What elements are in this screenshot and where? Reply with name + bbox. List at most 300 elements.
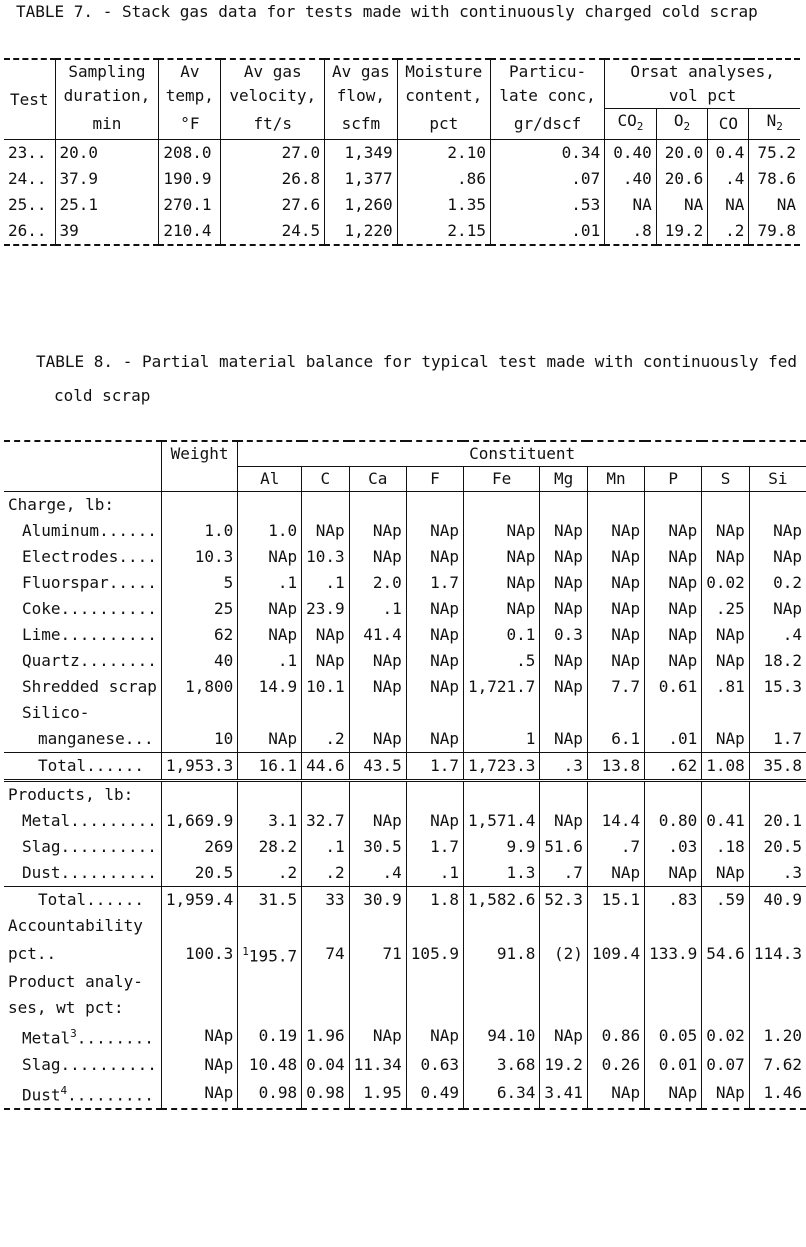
value-cell xyxy=(645,492,702,519)
value-cell xyxy=(540,492,588,519)
value-cell: 20.1 xyxy=(749,808,806,834)
value-cell: .25 xyxy=(702,596,750,622)
cell-n2: 78.6 xyxy=(749,166,800,192)
value-cell xyxy=(302,700,350,726)
value-cell: NAp xyxy=(702,860,750,887)
weight-cell: NAp xyxy=(161,1021,237,1051)
value-cell: NAp xyxy=(349,648,406,674)
cell-part: 0.34 xyxy=(490,140,604,167)
cell-temp: 210.4 xyxy=(159,218,221,245)
value-cell xyxy=(349,781,406,809)
value-cell xyxy=(463,700,539,726)
header-flow: Av gas xyxy=(325,59,397,84)
value-cell: 11.34 xyxy=(349,1052,406,1078)
section-accountability xyxy=(4,913,806,939)
row-label: Aluminum...... xyxy=(22,521,157,540)
row-label: Shredded scrap xyxy=(22,677,157,696)
cell-co: .4 xyxy=(708,166,749,192)
cell-temp: 270.1 xyxy=(159,192,221,218)
value-cell xyxy=(406,995,463,1021)
table8-body xyxy=(4,492,806,1109)
value-cell xyxy=(238,700,302,726)
weight-cell: 40 xyxy=(161,648,237,674)
value-cell xyxy=(302,995,350,1021)
value-cell: 1,582.6 xyxy=(463,887,539,914)
value-cell: 109.4 xyxy=(587,939,644,969)
header-weight: Weight xyxy=(161,441,237,492)
value-cell: 1.8 xyxy=(406,887,463,914)
value-cell: 74 xyxy=(302,939,350,969)
row-label: Dust$^4$......... xyxy=(22,1083,154,1104)
weight-cell: 5 xyxy=(161,570,237,596)
value-cell: 14.4 xyxy=(587,808,644,834)
value-cell xyxy=(702,995,750,1021)
weight-cell: 100.3 xyxy=(161,939,237,969)
value-cell: 52.3 xyxy=(540,887,588,914)
value-cell: 33 xyxy=(302,887,350,914)
value-cell: NAp xyxy=(302,648,350,674)
header-avtemp-2: temp, xyxy=(159,84,221,109)
cell-moist: 2.15 xyxy=(397,218,490,245)
value-cell: 44.6 xyxy=(302,753,350,781)
value-cell: NAp xyxy=(540,674,588,700)
value-cell: NAp xyxy=(587,622,644,648)
value-cell: NAp xyxy=(238,622,302,648)
value-cell: 7.62 xyxy=(749,1052,806,1078)
value-cell: 0.80 xyxy=(645,808,702,834)
value-cell: NAp xyxy=(406,622,463,648)
table-row xyxy=(4,140,800,167)
value-cell xyxy=(749,969,806,995)
value-cell xyxy=(540,995,588,1021)
value-cell: 0.98 xyxy=(238,1078,302,1109)
value-cell: NAp xyxy=(463,518,539,544)
cell-n2: 79.8 xyxy=(749,218,800,245)
table-row xyxy=(4,648,806,674)
value-cell: 6.34 xyxy=(463,1078,539,1109)
value-cell: 13.8 xyxy=(587,753,644,781)
value-cell: 51.6 xyxy=(540,834,588,860)
header-particulate-2: late conc, xyxy=(490,84,604,109)
value-cell: NAp xyxy=(540,518,588,544)
cell-dur: 37.9 xyxy=(55,166,159,192)
test-id-cell: 26.. xyxy=(8,221,47,241)
header-particulate-3: gr/dscf xyxy=(490,109,604,140)
value-cell: .83 xyxy=(645,887,702,914)
table-row xyxy=(4,166,800,192)
value-cell: 15.3 xyxy=(749,674,806,700)
row-label: Quartz........ xyxy=(22,651,157,670)
product-total-row xyxy=(4,887,806,914)
value-cell: 6.1 xyxy=(587,726,644,753)
value-cell xyxy=(406,700,463,726)
row-label: Accountability xyxy=(8,916,143,935)
value-cell: 32.7 xyxy=(302,808,350,834)
value-cell: NAp xyxy=(540,1021,588,1051)
value-cell: 1.3 xyxy=(463,860,539,887)
cell-moist: 1.35 xyxy=(397,192,490,218)
co2-sub: 2 xyxy=(636,120,644,134)
cell-vel: 27.0 xyxy=(221,140,325,167)
value-cell: .03 xyxy=(645,834,702,860)
value-cell: .59 xyxy=(702,887,750,914)
value-cell: NAp xyxy=(645,622,702,648)
value-cell: .7 xyxy=(540,860,588,887)
header-col-c: C xyxy=(302,467,350,492)
header-moisture: Moisture xyxy=(397,59,490,84)
o2-sub: 2 xyxy=(683,120,691,134)
cell-o2: 19.2 xyxy=(656,218,708,245)
footnote-marker: 3 xyxy=(70,1027,77,1041)
value-cell xyxy=(238,913,302,939)
row-label: Dust.......... xyxy=(22,863,157,882)
value-cell: NAp xyxy=(587,570,644,596)
value-cell: 19.2 xyxy=(540,1052,588,1078)
value-cell xyxy=(238,492,302,519)
row-label: Total...... xyxy=(38,890,144,909)
value-cell: NAp xyxy=(702,648,750,674)
value-cell xyxy=(406,492,463,519)
value-cell xyxy=(302,781,350,809)
value-cell: NAp xyxy=(587,544,644,570)
value-cell xyxy=(645,781,702,809)
cell-moist: 2.10 xyxy=(397,140,490,167)
header-avtemp-3: °F xyxy=(159,109,221,140)
section-products xyxy=(4,781,806,809)
value-cell xyxy=(645,995,702,1021)
value-cell xyxy=(463,781,539,809)
value-cell: 3.41 xyxy=(540,1078,588,1109)
value-cell: NAp xyxy=(587,648,644,674)
cell-co: 0.4 xyxy=(708,140,749,167)
value-cell: NAp xyxy=(702,726,750,753)
value-cell xyxy=(749,700,806,726)
value-cell: 30.9 xyxy=(349,887,406,914)
row-label: Slag.......... xyxy=(22,837,157,856)
header-sampling-3: min xyxy=(55,109,159,140)
weight-cell: NAp xyxy=(161,1052,237,1078)
value-cell xyxy=(406,913,463,939)
row-label: Coke.......... xyxy=(22,599,157,618)
value-cell: 43.5 xyxy=(349,753,406,781)
header-co: CO xyxy=(708,109,749,140)
value-cell: NAp xyxy=(238,544,302,570)
value-cell: NAp xyxy=(645,518,702,544)
header-col-al: Al xyxy=(238,467,302,492)
value-cell: 133.9 xyxy=(645,939,702,969)
value-cell xyxy=(540,969,588,995)
value-cell: .1 xyxy=(238,570,302,596)
row-label: Metal$^3$........ xyxy=(22,1027,154,1048)
cell-co2: 0.40 xyxy=(605,140,657,167)
cell-vel: 26.8 xyxy=(221,166,325,192)
value-cell: 35.8 xyxy=(749,753,806,781)
n2-sub: 2 xyxy=(776,120,783,134)
value-cell: NAp xyxy=(406,544,463,570)
cell-co: .2 xyxy=(708,218,749,245)
value-cell: NAp xyxy=(540,544,588,570)
weight-cell: 1.0 xyxy=(161,518,237,544)
value-cell: .5 xyxy=(463,648,539,674)
value-cell xyxy=(349,700,406,726)
weight-cell: 20.5 xyxy=(161,860,237,887)
value-cell: $^1$195.7 xyxy=(238,939,302,969)
value-cell: NAp xyxy=(406,726,463,753)
value-cell xyxy=(238,969,302,995)
value-cell xyxy=(587,913,644,939)
value-cell: 30.5 xyxy=(349,834,406,860)
value-cell: 1.20 xyxy=(749,1021,806,1051)
value-cell: .1 xyxy=(302,834,350,860)
value-cell: 0.19 xyxy=(238,1021,302,1051)
value-cell xyxy=(463,492,539,519)
value-cell: 0.01 xyxy=(645,1052,702,1078)
header-col-fe: Fe xyxy=(463,467,539,492)
value-cell: NAp xyxy=(645,1078,702,1109)
value-cell: NAp xyxy=(349,808,406,834)
value-cell: 20.5 xyxy=(749,834,806,860)
table-row xyxy=(4,1021,806,1051)
value-cell xyxy=(749,492,806,519)
weight-cell xyxy=(161,781,237,809)
cell-dur: 39 xyxy=(55,218,159,245)
value-cell: NAp xyxy=(406,808,463,834)
table-row xyxy=(4,596,806,622)
value-cell: NAp xyxy=(349,674,406,700)
value-cell: 1.46 xyxy=(749,1078,806,1109)
value-cell: NAp xyxy=(238,726,302,753)
section-analyses xyxy=(4,969,806,995)
value-cell: 3.68 xyxy=(463,1052,539,1078)
value-cell: 94.10 xyxy=(463,1021,539,1051)
value-cell xyxy=(645,969,702,995)
value-cell: NAp xyxy=(540,648,588,674)
value-cell: 1.95 xyxy=(349,1078,406,1109)
cell-n2: 75.2 xyxy=(749,140,800,167)
header-velocity: Av gas xyxy=(221,59,325,84)
table8-header-row xyxy=(4,441,806,467)
value-cell: .3 xyxy=(749,860,806,887)
value-cell: 1.7 xyxy=(406,834,463,860)
cell-dur: 25.1 xyxy=(55,192,159,218)
value-cell xyxy=(463,995,539,1021)
header-col-s: S xyxy=(702,467,750,492)
value-cell: 0.05 xyxy=(645,1021,702,1051)
header-sampling-2: duration, xyxy=(55,84,159,109)
cell-co2: .8 xyxy=(605,218,657,245)
value-cell: NAp xyxy=(406,518,463,544)
row-label: ses, wt pct: xyxy=(8,998,124,1018)
value-cell: NAp xyxy=(349,726,406,753)
weight-cell xyxy=(161,700,237,726)
value-cell: NAp xyxy=(702,1078,750,1109)
value-cell: NAp xyxy=(540,570,588,596)
value-cell: NAp xyxy=(406,674,463,700)
row-label: Electrodes.... xyxy=(22,547,157,566)
value-cell: NAp xyxy=(302,518,350,544)
cell-o2: NA xyxy=(656,192,708,218)
value-cell: .2 xyxy=(238,860,302,887)
cell-vel: 24.5 xyxy=(221,218,325,245)
value-cell xyxy=(238,781,302,809)
value-cell: NAp xyxy=(587,860,644,887)
value-cell: 2.0 xyxy=(349,570,406,596)
value-cell xyxy=(702,913,750,939)
cell-flow: 1,349 xyxy=(325,140,397,167)
table-row xyxy=(4,834,806,860)
value-cell: NAp xyxy=(645,648,702,674)
value-cell xyxy=(406,969,463,995)
section-analyses-2 xyxy=(4,995,806,1021)
table-row xyxy=(4,726,806,753)
value-cell: 71 xyxy=(349,939,406,969)
value-cell: .2 xyxy=(302,860,350,887)
table-row xyxy=(4,544,806,570)
header-avtemp: Av xyxy=(159,59,221,84)
table8-caption-line2: cold scrap xyxy=(54,386,151,405)
value-cell xyxy=(540,700,588,726)
table-row xyxy=(4,192,800,218)
value-cell: NAp xyxy=(406,1021,463,1051)
cell-o2: 20.6 xyxy=(656,166,708,192)
value-cell xyxy=(349,913,406,939)
value-cell: .4 xyxy=(349,860,406,887)
row-label: Total...... xyxy=(38,756,144,775)
value-cell xyxy=(302,913,350,939)
table7-header-row-3 xyxy=(4,109,800,140)
value-cell: 1.7 xyxy=(406,753,463,781)
value-cell xyxy=(540,913,588,939)
header-orsat: Orsat analyses, xyxy=(605,59,800,84)
value-cell xyxy=(702,969,750,995)
value-cell: NAp xyxy=(645,860,702,887)
row-label: Slag.......... xyxy=(22,1054,157,1074)
header-co2 xyxy=(605,109,657,140)
table-row xyxy=(4,939,806,969)
weight-cell: 62 xyxy=(161,622,237,648)
cell-n2: NA xyxy=(749,192,800,218)
header-moisture-3: pct xyxy=(397,109,490,140)
value-cell: 40.9 xyxy=(749,887,806,914)
table-row xyxy=(4,674,806,700)
table-row xyxy=(4,1078,806,1109)
value-cell: 28.2 xyxy=(238,834,302,860)
value-cell: 54.6 xyxy=(702,939,750,969)
value-cell: NAp xyxy=(238,596,302,622)
table-row xyxy=(4,808,806,834)
value-cell: 1,721.7 xyxy=(463,674,539,700)
value-cell: NAp xyxy=(349,518,406,544)
value-cell: 10.3 xyxy=(302,544,350,570)
cell-temp: 190.9 xyxy=(159,166,221,192)
value-cell: .62 xyxy=(645,753,702,781)
value-cell xyxy=(238,995,302,1021)
value-cell xyxy=(702,492,750,519)
value-cell xyxy=(749,781,806,809)
footnote-marker: 4 xyxy=(60,1083,68,1097)
header-moisture-2: content, xyxy=(397,84,490,109)
value-cell: 3.1 xyxy=(238,808,302,834)
footnote-marker: 1 xyxy=(242,945,249,958)
value-cell: .18 xyxy=(702,834,750,860)
value-cell: 23.9 xyxy=(302,596,350,622)
value-cell: .7 xyxy=(587,834,644,860)
header-col-mg: Mg xyxy=(540,467,588,492)
value-cell: NAp xyxy=(645,596,702,622)
header-velocity-2: velocity, xyxy=(221,84,325,109)
value-cell: 1,571.4 xyxy=(463,808,539,834)
header-test: Test xyxy=(9,89,49,109)
value-cell: 10.48 xyxy=(238,1052,302,1078)
table-row xyxy=(4,518,806,544)
value-cell: 0.26 xyxy=(587,1052,644,1078)
header-flow-3: scfm xyxy=(325,109,397,140)
table-row xyxy=(4,860,806,887)
weight-cell: 1,953.3 xyxy=(161,753,237,781)
value-cell xyxy=(587,700,644,726)
row-label: Fluorspar..... xyxy=(22,573,157,592)
value-cell: 0.98 xyxy=(302,1078,350,1109)
value-cell: 1 xyxy=(463,726,539,753)
value-cell: 1.7 xyxy=(406,570,463,596)
cell-part: .53 xyxy=(490,192,604,218)
table8-caption-line1: TABLE 8. - Partial material balance for typical test made with continuously fed xyxy=(36,352,797,371)
value-cell: .4 xyxy=(749,622,806,648)
value-cell: 0.02 xyxy=(702,1021,750,1051)
header-col-f: F xyxy=(406,467,463,492)
weight-cell: 269 xyxy=(161,834,237,860)
header-constituent: Constituent xyxy=(238,441,806,467)
value-cell xyxy=(749,913,806,939)
charge-total-row xyxy=(4,753,806,781)
value-cell xyxy=(463,913,539,939)
value-cell: NAp xyxy=(540,808,588,834)
value-cell: 114.3 xyxy=(749,939,806,969)
value-cell: 0.49 xyxy=(406,1078,463,1109)
value-cell: NAp xyxy=(702,622,750,648)
value-cell: 1,723.3 xyxy=(463,753,539,781)
table8-corner xyxy=(4,441,161,492)
row-label: Product analy- xyxy=(8,972,143,992)
section-charge xyxy=(4,492,806,519)
value-cell: NAp xyxy=(349,544,406,570)
value-cell: 91.8 xyxy=(463,939,539,969)
value-cell xyxy=(749,995,806,1021)
value-cell xyxy=(302,492,350,519)
value-cell xyxy=(587,492,644,519)
value-cell: 0.04 xyxy=(302,1052,350,1078)
value-cell: 10.1 xyxy=(302,674,350,700)
value-cell: 31.5 xyxy=(238,887,302,914)
value-cell: .3 xyxy=(540,753,588,781)
value-cell: 0.61 xyxy=(645,674,702,700)
value-cell xyxy=(587,781,644,809)
value-cell: NAp xyxy=(540,726,588,753)
row-label: Lime.......... xyxy=(22,625,157,644)
value-cell: 1.08 xyxy=(702,753,750,781)
value-cell: NAp xyxy=(702,518,750,544)
n2-label: N xyxy=(766,111,777,130)
cell-flow: 1,260 xyxy=(325,192,397,218)
value-cell: 18.2 xyxy=(749,648,806,674)
value-cell: NAp xyxy=(540,596,588,622)
weight-cell: NAp xyxy=(161,1078,237,1109)
value-cell: .1 xyxy=(349,596,406,622)
header-col-ca: Ca xyxy=(349,467,406,492)
weight-cell: 10.3 xyxy=(161,544,237,570)
table7-body xyxy=(4,140,800,246)
cell-co2: .40 xyxy=(605,166,657,192)
